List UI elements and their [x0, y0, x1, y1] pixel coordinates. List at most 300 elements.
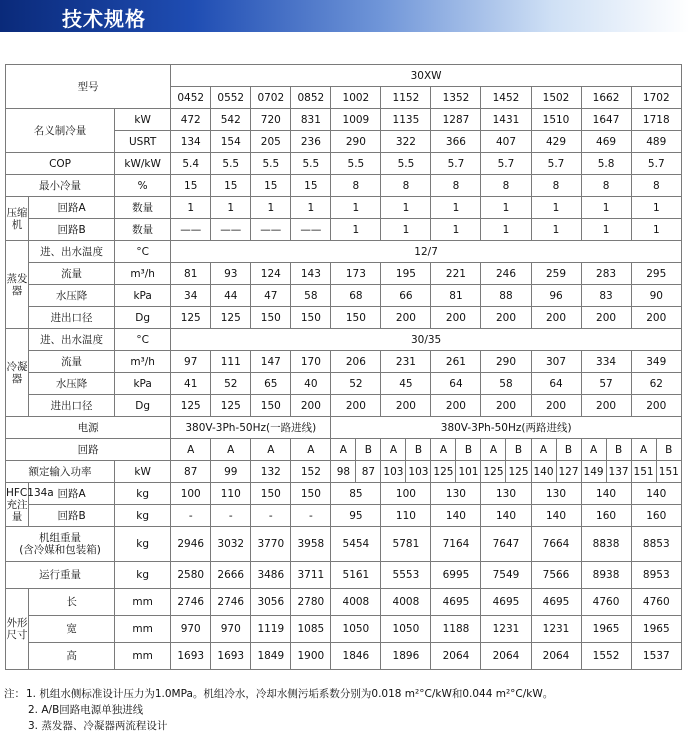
value-cell: 8853 [631, 527, 681, 562]
value-cell: 1231 [481, 616, 531, 643]
value-cell: 134 [171, 131, 211, 153]
value-cell: 1119 [251, 616, 291, 643]
value-cell: 5.5 [291, 153, 331, 175]
note-2: 2. A/B回路电源单独进线 [28, 704, 144, 716]
value-cell: 1 [291, 197, 331, 219]
value-cell: 3486 [251, 562, 291, 589]
value-cell: 2780 [291, 589, 331, 616]
unit-cell: °C [115, 241, 171, 263]
unit-cell: kW [115, 461, 171, 483]
min-cap-label: 最小冷量 [6, 175, 115, 197]
value-cell: 1 [481, 219, 531, 241]
table-row [6, 329, 682, 351]
unit-cell: mm [115, 643, 171, 670]
value-cell: 150 [331, 307, 381, 329]
value-cell: 261 [431, 351, 481, 373]
unit-cell: m³/h [115, 351, 171, 373]
value-cell: 1846 [331, 643, 381, 670]
value-cell: 429 [531, 131, 581, 153]
value-cell: 5.7 [481, 153, 531, 175]
value-cell: 8 [481, 175, 531, 197]
value-cell: 307 [531, 351, 581, 373]
value-cell: 1 [331, 219, 381, 241]
unit-cell: kPa [115, 285, 171, 307]
value-cell: 47 [251, 285, 291, 307]
value-cell: 5781 [381, 527, 431, 562]
value-cell: - [251, 505, 291, 527]
value-cell: 200 [481, 307, 531, 329]
model-number: 0852 [291, 87, 331, 109]
table-cell: 宽 [29, 616, 115, 643]
value-cell: 5454 [331, 527, 381, 562]
value-cell: 111 [211, 351, 251, 373]
value-cell: 90 [631, 285, 681, 307]
value-cell: 7164 [431, 527, 481, 562]
value-cell: 489 [631, 131, 681, 153]
value-cell: 1 [481, 197, 531, 219]
value-cell: 200 [481, 395, 531, 417]
table-row [6, 395, 682, 417]
value-cell: A [171, 439, 211, 461]
series-name: 30XW [171, 65, 682, 87]
unit-cell: kW [115, 109, 171, 131]
unit-cell: Dg [115, 307, 171, 329]
value-cell: 150 [291, 483, 331, 505]
notes [4, 686, 553, 734]
table-cell: 回路A [29, 483, 115, 505]
value-cell: 200 [381, 307, 431, 329]
value-cell: 1 [581, 197, 631, 219]
value-cell: 8 [581, 175, 631, 197]
value-cell: 65 [251, 373, 291, 395]
value-cell: 2064 [481, 643, 531, 670]
value-cell: —— [171, 219, 211, 241]
value-cell: 68 [331, 285, 381, 307]
value-cell: 137 [606, 461, 631, 483]
value-cell: 1085 [291, 616, 331, 643]
value-cell: 1050 [331, 616, 381, 643]
unit-cell: kW/kW [115, 153, 171, 175]
value-cell: 200 [531, 307, 581, 329]
value-cell: A [291, 439, 331, 461]
model-number: 1502 [531, 87, 581, 109]
value-cell: 2064 [531, 643, 581, 670]
value-cell: A [381, 439, 406, 461]
value-cell: 5161 [331, 562, 381, 589]
table-cell: 进、出水温度 [29, 329, 115, 351]
value-cell: 160 [581, 505, 631, 527]
value-cell: B [456, 439, 481, 461]
value-cell: 4008 [381, 589, 431, 616]
table-row [6, 197, 682, 219]
value-cell: 200 [631, 395, 681, 417]
value-cell: 15 [251, 175, 291, 197]
value-cell: B [406, 439, 431, 461]
value-cell: 1 [631, 197, 681, 219]
value-cell: 8 [381, 175, 431, 197]
value-cell: 1431 [481, 109, 531, 131]
model-number: 0452 [171, 87, 211, 109]
model-label: 型号 [6, 65, 171, 109]
value-cell: 103 [406, 461, 431, 483]
value-cell: 221 [431, 263, 481, 285]
spec-table [5, 64, 682, 670]
value-cell: 4695 [481, 589, 531, 616]
note-text: 1. 机组水侧标准设计压力为1.0MPa。机组冷水，冷却水侧污垢系数分别为0.018 m²°C/kW和0.044 m²°C/kW。 [26, 688, 554, 700]
table-row [6, 483, 682, 505]
table-row [6, 616, 682, 643]
value-cell: 1 [531, 197, 581, 219]
value-cell: 200 [581, 307, 631, 329]
table-row [6, 562, 682, 589]
evaporator-label: 蒸发器 [6, 241, 29, 329]
value-cell: 1 [431, 197, 481, 219]
cooling-label: 名义制冷量 [6, 109, 115, 153]
value-cell: 7647 [481, 527, 531, 562]
table-row [6, 439, 682, 461]
value-cell: 66 [381, 285, 431, 307]
value-cell: 1135 [381, 109, 431, 131]
value-cell: 2666 [211, 562, 251, 589]
value-cell: 140 [581, 483, 631, 505]
value-cell: —— [211, 219, 251, 241]
unit-cell: % [115, 175, 171, 197]
value-cell: 87 [356, 461, 381, 483]
condenser-label: 冷凝器 [6, 329, 29, 417]
value-cell: 151 [656, 461, 681, 483]
value-cell: 101 [456, 461, 481, 483]
value-cell: 124 [251, 263, 291, 285]
value-cell: 970 [211, 616, 251, 643]
value-cell: 97 [171, 351, 211, 373]
table-cell: 回路A [29, 197, 115, 219]
value-cell: A [331, 439, 356, 461]
value-cell: 15 [291, 175, 331, 197]
value-cell: 143 [291, 263, 331, 285]
value-cell: 8938 [581, 562, 631, 589]
value-cell: 1900 [291, 643, 331, 670]
table-row [6, 461, 682, 483]
value-cell: 110 [381, 505, 431, 527]
unit-cell: m³/h [115, 263, 171, 285]
model-number: 1152 [381, 87, 431, 109]
unit-cell: kg [115, 562, 171, 589]
table-row [6, 153, 682, 175]
model-number: 1352 [431, 87, 481, 109]
model-number: 1702 [631, 87, 681, 109]
value-cell: 1552 [581, 643, 631, 670]
value-cell: 7664 [531, 527, 581, 562]
value-cell: 542 [211, 109, 251, 131]
value-cell: 831 [291, 109, 331, 131]
value-cell: 200 [581, 395, 631, 417]
value-cell: 5.5 [251, 153, 291, 175]
value-cell: 40 [291, 373, 331, 395]
value-cell: 99 [211, 461, 251, 483]
value-cell: 1896 [381, 643, 431, 670]
value-cell: 110 [211, 483, 251, 505]
unit-cell: USRT [115, 131, 171, 153]
value-cell: 15 [171, 175, 211, 197]
value-cell: 52 [331, 373, 381, 395]
value-cell: 246 [481, 263, 531, 285]
unit-cell: mm [115, 589, 171, 616]
table-cell: 长 [29, 589, 115, 616]
table-row [6, 351, 682, 373]
unit-cell: Dg [115, 395, 171, 417]
table-cell: 进出口径 [29, 395, 115, 417]
value-cell: 57 [581, 373, 631, 395]
value-cell: 380V-3Ph-50Hz(两路进线) [331, 417, 682, 439]
table-row [6, 373, 682, 395]
value-cell: 45 [381, 373, 431, 395]
value-cell: 150 [251, 395, 291, 417]
value-cell: 5.8 [581, 153, 631, 175]
value-cell: 81 [171, 263, 211, 285]
model-number: 1662 [581, 87, 631, 109]
value-cell: - [291, 505, 331, 527]
note-1 [4, 686, 553, 702]
table-row [6, 241, 682, 263]
value-cell: 1 [331, 197, 381, 219]
value-cell: 2580 [171, 562, 211, 589]
charge-label: HFC134a充注量 [6, 483, 29, 527]
value-cell: 12/7 [171, 241, 682, 263]
table-cell: 回路B [29, 505, 115, 527]
value-cell: 3056 [251, 589, 291, 616]
section-header-bar [0, 0, 690, 32]
value-cell: B [606, 439, 631, 461]
value-cell: 1718 [631, 109, 681, 131]
value-cell: 125 [506, 461, 531, 483]
value-cell: A [631, 439, 656, 461]
value-cell: 130 [481, 483, 531, 505]
value-cell: 7566 [531, 562, 581, 589]
value-cell: 64 [531, 373, 581, 395]
cop-label: COP [6, 153, 115, 175]
value-cell: 1009 [331, 109, 381, 131]
value-cell: 44 [211, 285, 251, 307]
value-cell: 88 [481, 285, 531, 307]
value-cell: B [556, 439, 581, 461]
value-cell: 1537 [631, 643, 681, 670]
rated-input-label: 额定输入功率 [6, 461, 115, 483]
value-cell: 366 [431, 131, 481, 153]
unit-cell: kg [115, 505, 171, 527]
table-row [6, 219, 682, 241]
value-cell: 140 [481, 505, 531, 527]
value-cell: 295 [631, 263, 681, 285]
value-cell: 200 [431, 395, 481, 417]
value-cell: 1510 [531, 109, 581, 131]
value-cell: 1 [381, 197, 431, 219]
table-cell: 水压降 [29, 285, 115, 307]
value-cell: 2746 [171, 589, 211, 616]
value-cell: 1 [251, 197, 291, 219]
unit-cell: °C [115, 329, 171, 351]
value-cell: - [211, 505, 251, 527]
value-cell: 206 [331, 351, 381, 373]
value-cell: 195 [381, 263, 431, 285]
table-row [6, 589, 682, 616]
table-row [6, 527, 682, 562]
unit-cell: kg [115, 527, 171, 562]
value-cell: 200 [291, 395, 331, 417]
value-cell: 100 [171, 483, 211, 505]
value-cell: 4695 [431, 589, 481, 616]
value-cell: 58 [481, 373, 531, 395]
value-cell: 3032 [211, 527, 251, 562]
value-cell: 1 [211, 197, 251, 219]
value-cell: 1 [431, 219, 481, 241]
table-row [6, 175, 682, 197]
value-cell: 160 [631, 505, 681, 527]
value-cell: 2746 [211, 589, 251, 616]
table-cell: 水压降 [29, 373, 115, 395]
operating-weight-label: 运行重量 [6, 562, 115, 589]
value-cell: 1849 [251, 643, 291, 670]
table-row [6, 307, 682, 329]
model-number: 0552 [211, 87, 251, 109]
value-cell: 150 [251, 483, 291, 505]
value-cell: 125 [211, 395, 251, 417]
value-cell: 1647 [581, 109, 631, 131]
value-cell: 154 [211, 131, 251, 153]
value-cell: 200 [531, 395, 581, 417]
table-cell: 回路B [29, 219, 115, 241]
table-cell: 高 [29, 643, 115, 670]
value-cell: 1965 [631, 616, 681, 643]
value-cell: 132 [251, 461, 291, 483]
value-cell: 140 [631, 483, 681, 505]
value-cell: 200 [331, 395, 381, 417]
value-cell: A [581, 439, 606, 461]
value-cell: 125 [431, 461, 456, 483]
value-cell: 5.7 [531, 153, 581, 175]
value-cell: 1188 [431, 616, 481, 643]
value-cell: 472 [171, 109, 211, 131]
value-cell: 34 [171, 285, 211, 307]
value-cell: 140 [531, 505, 581, 527]
value-cell: 5.4 [171, 153, 211, 175]
value-cell: 140 [531, 461, 556, 483]
value-cell: B [506, 439, 531, 461]
value-cell: 5.5 [381, 153, 431, 175]
value-cell: 62 [631, 373, 681, 395]
value-cell: 15 [211, 175, 251, 197]
value-cell: A [431, 439, 456, 461]
value-cell: 200 [631, 307, 681, 329]
value-cell: 322 [381, 131, 431, 153]
value-cell: 8 [631, 175, 681, 197]
value-cell: 95 [331, 505, 381, 527]
value-cell: 1 [581, 219, 631, 241]
value-cell: —— [251, 219, 291, 241]
value-cell: 200 [431, 307, 481, 329]
value-cell: B [656, 439, 681, 461]
value-cell: 290 [331, 131, 381, 153]
value-cell: 8 [531, 175, 581, 197]
value-cell: 2064 [431, 643, 481, 670]
value-cell: 147 [251, 351, 291, 373]
value-cell: 8953 [631, 562, 681, 589]
value-cell: 96 [531, 285, 581, 307]
table-row [6, 285, 682, 307]
value-cell: 8 [331, 175, 381, 197]
value-cell: 170 [291, 351, 331, 373]
value-cell: 125 [171, 395, 211, 417]
value-cell: 5.7 [431, 153, 481, 175]
value-cell: 150 [291, 307, 331, 329]
value-cell: 380V-3Ph-50Hz(一路进线) [171, 417, 331, 439]
value-cell: 125 [481, 461, 506, 483]
value-cell: 93 [211, 263, 251, 285]
value-cell: 1693 [171, 643, 211, 670]
table-row [6, 109, 682, 131]
table-row [6, 505, 682, 527]
unit-cell: kg [115, 483, 171, 505]
value-cell: 720 [251, 109, 291, 131]
value-cell: - [171, 505, 211, 527]
value-cell: 4008 [331, 589, 381, 616]
value-cell: 83 [581, 285, 631, 307]
value-cell: 87 [171, 461, 211, 483]
note-3: 3. 蒸发器、冷凝器两流程设计 [28, 720, 168, 732]
unit-cell: 数量 [115, 197, 171, 219]
value-cell: 150 [251, 307, 291, 329]
compressor-label: 压缩机 [6, 197, 29, 241]
value-cell: 5.5 [211, 153, 251, 175]
value-cell: 127 [556, 461, 581, 483]
value-cell: A [531, 439, 556, 461]
model-number: 0702 [251, 87, 291, 109]
value-cell: 290 [481, 351, 531, 373]
model-number: 1002 [331, 87, 381, 109]
value-cell: 81 [431, 285, 481, 307]
value-cell: A [211, 439, 251, 461]
value-cell: 970 [171, 616, 211, 643]
value-cell: 3770 [251, 527, 291, 562]
value-cell: 151 [631, 461, 656, 483]
value-cell: 130 [531, 483, 581, 505]
table-cell: 流量 [29, 263, 115, 285]
value-cell: 5.7 [631, 153, 681, 175]
table-row [6, 417, 682, 439]
value-cell: 200 [381, 395, 431, 417]
value-cell: 283 [581, 263, 631, 285]
model-number: 1452 [481, 87, 531, 109]
value-cell: 41 [171, 373, 211, 395]
value-cell: 6995 [431, 562, 481, 589]
value-cell: 5553 [381, 562, 431, 589]
value-cell: 1 [171, 197, 211, 219]
value-cell: B [356, 439, 381, 461]
value-cell: 231 [381, 351, 431, 373]
value-cell: 173 [331, 263, 381, 285]
notes-prefix: 注： [4, 688, 25, 700]
value-cell: 8 [431, 175, 481, 197]
value-cell: 3711 [291, 562, 331, 589]
unit-cell: kPa [115, 373, 171, 395]
value-cell: A [251, 439, 291, 461]
table-cell: 进出口径 [29, 307, 115, 329]
value-cell: 349 [631, 351, 681, 373]
table-row [6, 65, 682, 87]
value-cell: 130 [431, 483, 481, 505]
unit-cell: mm [115, 616, 171, 643]
value-cell: 1 [381, 219, 431, 241]
value-cell: 1 [531, 219, 581, 241]
